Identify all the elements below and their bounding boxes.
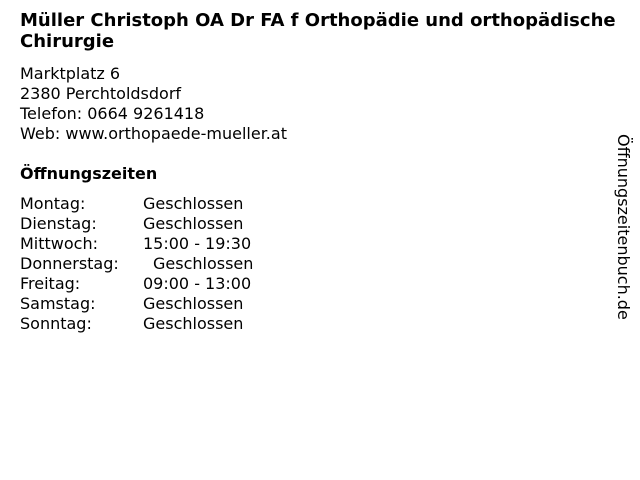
day-label: Freitag: [20,274,81,293]
phone-line: Telefon: 0664 9261418 [20,104,205,123]
address-block [20,64,287,144]
web-line: Web: www.orthopaede-mueller.at [20,124,287,143]
time-value: Geschlossen [143,314,244,333]
time-value: Geschlossen [143,194,244,213]
day-label: Mittwoch: [20,234,98,253]
watermark-text: Öffnungszeitenbuch.de [614,134,633,320]
hours-heading: Öffnungszeiten [20,164,158,183]
time-value: Geschlossen [143,214,244,233]
time-value: Geschlossen [143,294,244,313]
day-label: Montag: [20,194,86,213]
day-label: Samstag: [20,294,96,313]
street-line: Marktplatz 6 [20,64,121,83]
time-value: Geschlossen [153,254,254,273]
page-title: Müller Christoph OA Dr FA f Orthopädie und orthopädische Chirurgie [20,10,616,52]
time-value: 15:00 - 19:30 [143,234,252,253]
time-value: 09:00 - 13:00 [143,274,252,293]
day-label: Donnerstag: [20,254,119,273]
city-line: 2380 Perchtoldsdorf [20,84,182,103]
day-label: Dienstag: [20,214,97,233]
day-label: Sonntag: [20,314,92,333]
